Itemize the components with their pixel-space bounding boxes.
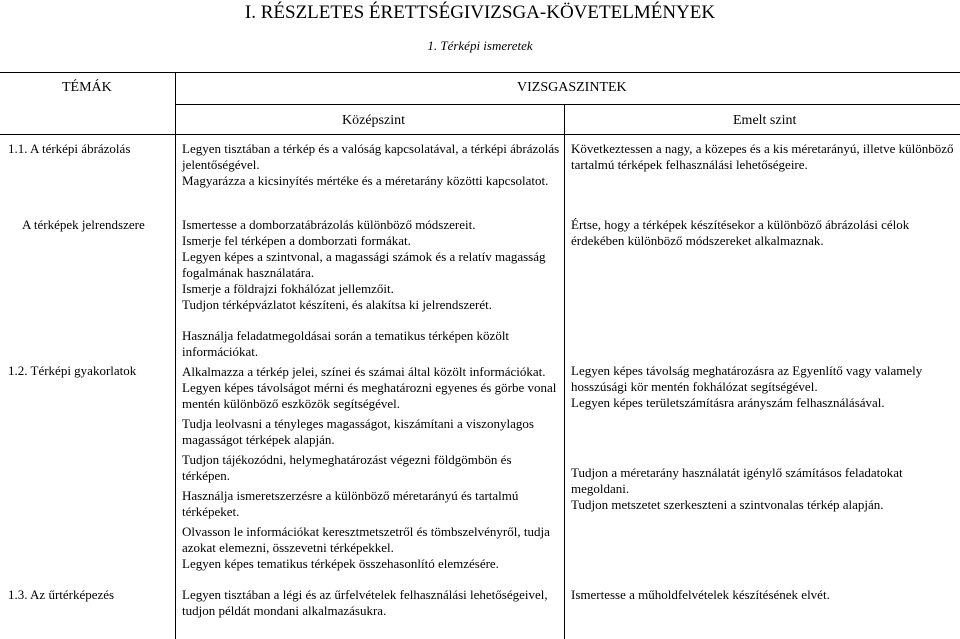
document-title: I. RÉSZLETES ÉRETTSÉGIVIZSGA-KÖVETELMÉNYEK	[244, 2, 716, 23]
requirement-item: Magyarázza a kicsinyítés mértéke és a méretarány közötti kapcsolatot.	[182, 173, 549, 188]
requirement-item: Tudjon metszetet szerkeszteni a szintvonalas térkép alapján.	[571, 497, 884, 512]
mid-level-block-4	[182, 587, 560, 619]
table-top-border	[0, 72, 960, 73]
mid-level-block-2	[182, 217, 560, 313]
adv-level-block-2	[571, 217, 957, 249]
column-divider-1	[175, 72, 176, 639]
topic-urterkepezes: 1.3. Az űrtérképezés	[8, 587, 115, 602]
adv-level-block-1	[571, 141, 957, 173]
document-subtitle: 1. Térképi ismeretek	[427, 38, 533, 53]
requirement-item: Tudjon a méretarány használatát igénylő számításos feladatokat megoldani.	[571, 465, 903, 496]
adv-level-block-4	[571, 587, 957, 603]
header-temak: TÉMÁK	[62, 80, 112, 95]
requirement-item: Legyen tisztában a térkép és a valóság kapcsolatával, a térképi ábrázolás jelentőségével.	[182, 141, 560, 172]
requirement-item: Legyen képes távolságot mérni és meghatározni egyenes és görbe vonal mentén különböző eszközök segítségével.	[182, 380, 557, 411]
requirement-item: Ismerje a földrajzi fokhálózat jellemzőit.	[182, 281, 394, 296]
header-bottom-border	[0, 134, 960, 135]
mid-level-block-3	[182, 328, 560, 572]
requirement-item: Használja ismeretszerzésre a különböző méretarányú és tartalmú térképeket.	[182, 488, 519, 519]
requirement-item: Tudjon térképvázlatot készíteni, és alakítsa ki jelrendszerét.	[182, 297, 492, 312]
requirement-item: Ismerje fel térképen a domborzati formákat.	[182, 233, 411, 248]
topic-terkepek-jelrendszere: A térképek jelrendszere	[22, 217, 145, 232]
requirement-item: Olvasson le információkat keresztmetszetről és tömbszelvényről, tudja azokat elemezni, összevetni térképekkel.	[182, 524, 550, 555]
header-emelt-szint: Emelt szint	[733, 113, 797, 128]
requirement-item: Következtessen a nagy, a közepes és a kis méretarányú, illetve különböző tartalmú térképek felhasználási lehetőségeire.	[571, 141, 954, 172]
requirement-item: Legyen képes a szintvonal, a magassági számok és a relatív magasság fogalmának használatára.	[182, 249, 546, 280]
requirement-item: Értse, hogy a térképek készítésekor a különböző ábrázolási célok érdekében különböző módszereket alkalmaznak.	[571, 217, 910, 248]
mid-level-block-1	[182, 141, 560, 189]
column-divider-2	[564, 104, 565, 639]
requirement-item: Ismertesse a műholdfelvételek készítésének elvét.	[571, 587, 830, 602]
requirement-item: Ismertesse a domborzatábrázolás különböző módszereit.	[182, 217, 476, 232]
requirement-item: Alkalmazza a térkép jelei, színei és számai által közölt információkat.	[182, 364, 546, 379]
header-kozepszint: Középszint	[342, 113, 405, 128]
topic-terkepi-gyakorlatok: 1.2. Térképi gyakorlatok	[8, 363, 137, 378]
header-vizsgaszintek: VIZSGASZINTEK	[517, 80, 627, 95]
requirement-item: Legyen képes területszámításra arányszám felhasználásával.	[571, 395, 885, 410]
requirement-item: Legyen képes tematikus térképek összehasonlító elemzésére.	[182, 556, 499, 571]
adv-level-block-3a	[571, 363, 957, 411]
topic-terkepi-abrazolas: 1.1. A térképi ábrázolás	[8, 141, 131, 156]
header-divider-vizsgaszintek	[175, 104, 960, 105]
requirement-item: Tudjon tájékozódni, helymeghatározást végezni földgömbön és térképen.	[182, 452, 512, 483]
requirement-item: Legyen képes távolság meghatározásra az Egyenlítő vagy valamely hosszúsági kör mentén fokhálózat segítségével.	[571, 363, 923, 394]
requirement-item: Legyen tisztában a légi és az űrfelvételek felhasználási lehetőségeivel, tudjon példát mondani alkalmazásukra.	[182, 587, 548, 618]
requirement-item: Tudja leolvasni a tényleges magasságot, kiszámítani a viszonylagos magasságot térképek alapján.	[182, 416, 534, 447]
requirement-item: Használja feladatmegoldásai során a tematikus térképen közölt információkat.	[182, 328, 510, 359]
adv-level-block-3b	[571, 465, 957, 513]
